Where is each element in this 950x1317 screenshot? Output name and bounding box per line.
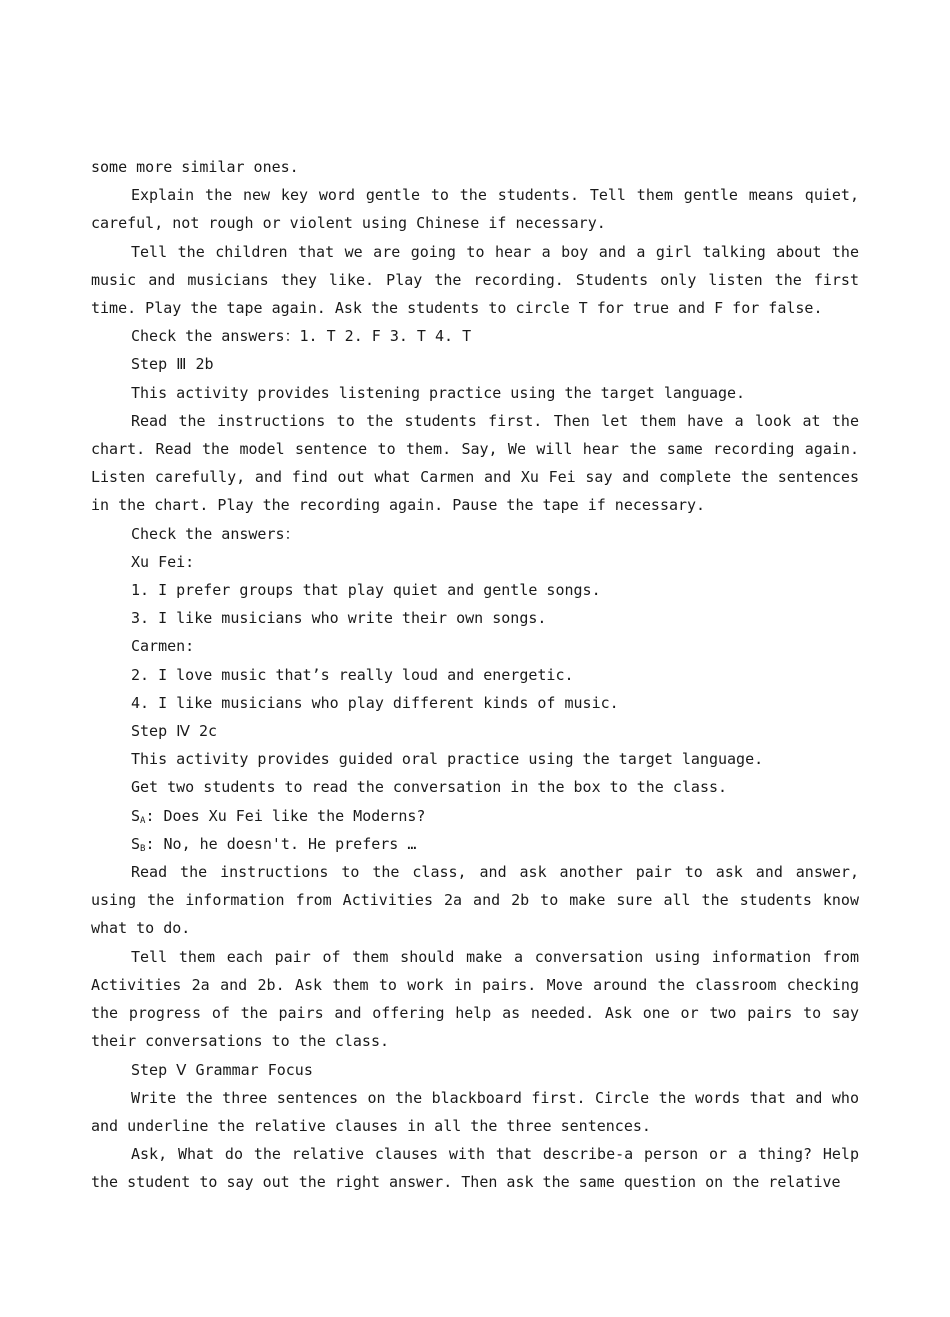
dialogue-line-b (91, 830, 859, 858)
paragraph-blackboard: Write the three sentences on the blackboard first. Circle the words that and who and underline the relative clauses in all the three sentences. (91, 1088, 859, 1135)
activity-description-2b: This activity provides listening practice using the target language. (131, 383, 746, 402)
speaker-symbol: S (131, 834, 141, 853)
paragraph-pair-instructions: Read the instructions to the class, and ask another pair to ask and answer, using the information from Activities 2a and 2b to make sure all the students know what to do. (91, 863, 859, 938)
answer-line-3: 3. I like musicians who write their own songs. (131, 609, 547, 628)
speaker-subscript: B (140, 843, 146, 854)
activity-description-2c: This activity provides guided oral practice using the target language. (131, 750, 764, 769)
conversation-instruction: Get two students to read the conversation in the box to the class. (131, 778, 728, 797)
answer-line-1: 1. I prefer groups that play quiet and gentle songs. (131, 581, 601, 600)
step-heading-2c: Step Ⅳ 2c (131, 722, 218, 741)
paragraph-2b-instructions: Read the instructions to the students first. Then let them have a look at the chart. Read the model sentence to them. Say, We will hear the same recording again. Listen carefully, and find out what Carmen and Xu Fei say and complete the sentences in the chart. Play the recording again. Pause the tape if necessary. (91, 411, 859, 515)
step-heading-grammar: Step Ⅴ Grammar Focus (131, 1060, 313, 1079)
speaker-subscript: A (140, 815, 146, 826)
answer-check-2a: Check the answers：1. T 2. F 3. T 4. T (131, 327, 472, 346)
paragraph-continuation: some more similar ones. (91, 158, 299, 176)
answer-line-4: 4. I like musicians who play different kinds of music. (131, 693, 619, 712)
speaker-label-xufei: Xu Fei: (131, 552, 195, 571)
dialogue-text: : No, he doesn't. He prefers … (145, 834, 417, 853)
answer-line-2: 2. I love music that’s really loud and energetic. (131, 665, 574, 684)
paragraph-listening-instructions: Tell the children that we are going to hear a boy and a girl talking about the music and musicians they like. Play the recording. Students only listen the first time. Play the tape again. Ask the students to circle T for true and F for false. (91, 242, 859, 318)
paragraph-pair-work: Tell them each pair of them should make a conversation using information from Activities 2a and 2b. Ask them to work in pairs. Move around the classroom checking the progress of the pairs and offering help as needed. Ask one or two pairs to say their conversations to the class. (91, 947, 859, 1051)
paragraph-relative-clauses: Ask, What do the relative clauses with that describe-a person or a thing? Help the student to say out the right answer. Then ask the same question on the relative (91, 1145, 859, 1192)
step-heading-2b: Step Ⅲ 2b (131, 355, 214, 374)
dialogue-text: : Does Xu Fei like the Moderns? (145, 806, 426, 825)
document-page (91, 153, 859, 1197)
dialogue-line-a (91, 802, 859, 830)
paragraph-gentle-explanation: Explain the new key word gentle to the students. Tell them gentle means quiet, careful, not rough or violent using Chinese if necessary. (91, 186, 859, 233)
answer-check-2b: Check the answers： (131, 524, 300, 543)
speaker-label-carmen: Carmen: (131, 637, 195, 656)
speaker-symbol: S (131, 806, 141, 825)
